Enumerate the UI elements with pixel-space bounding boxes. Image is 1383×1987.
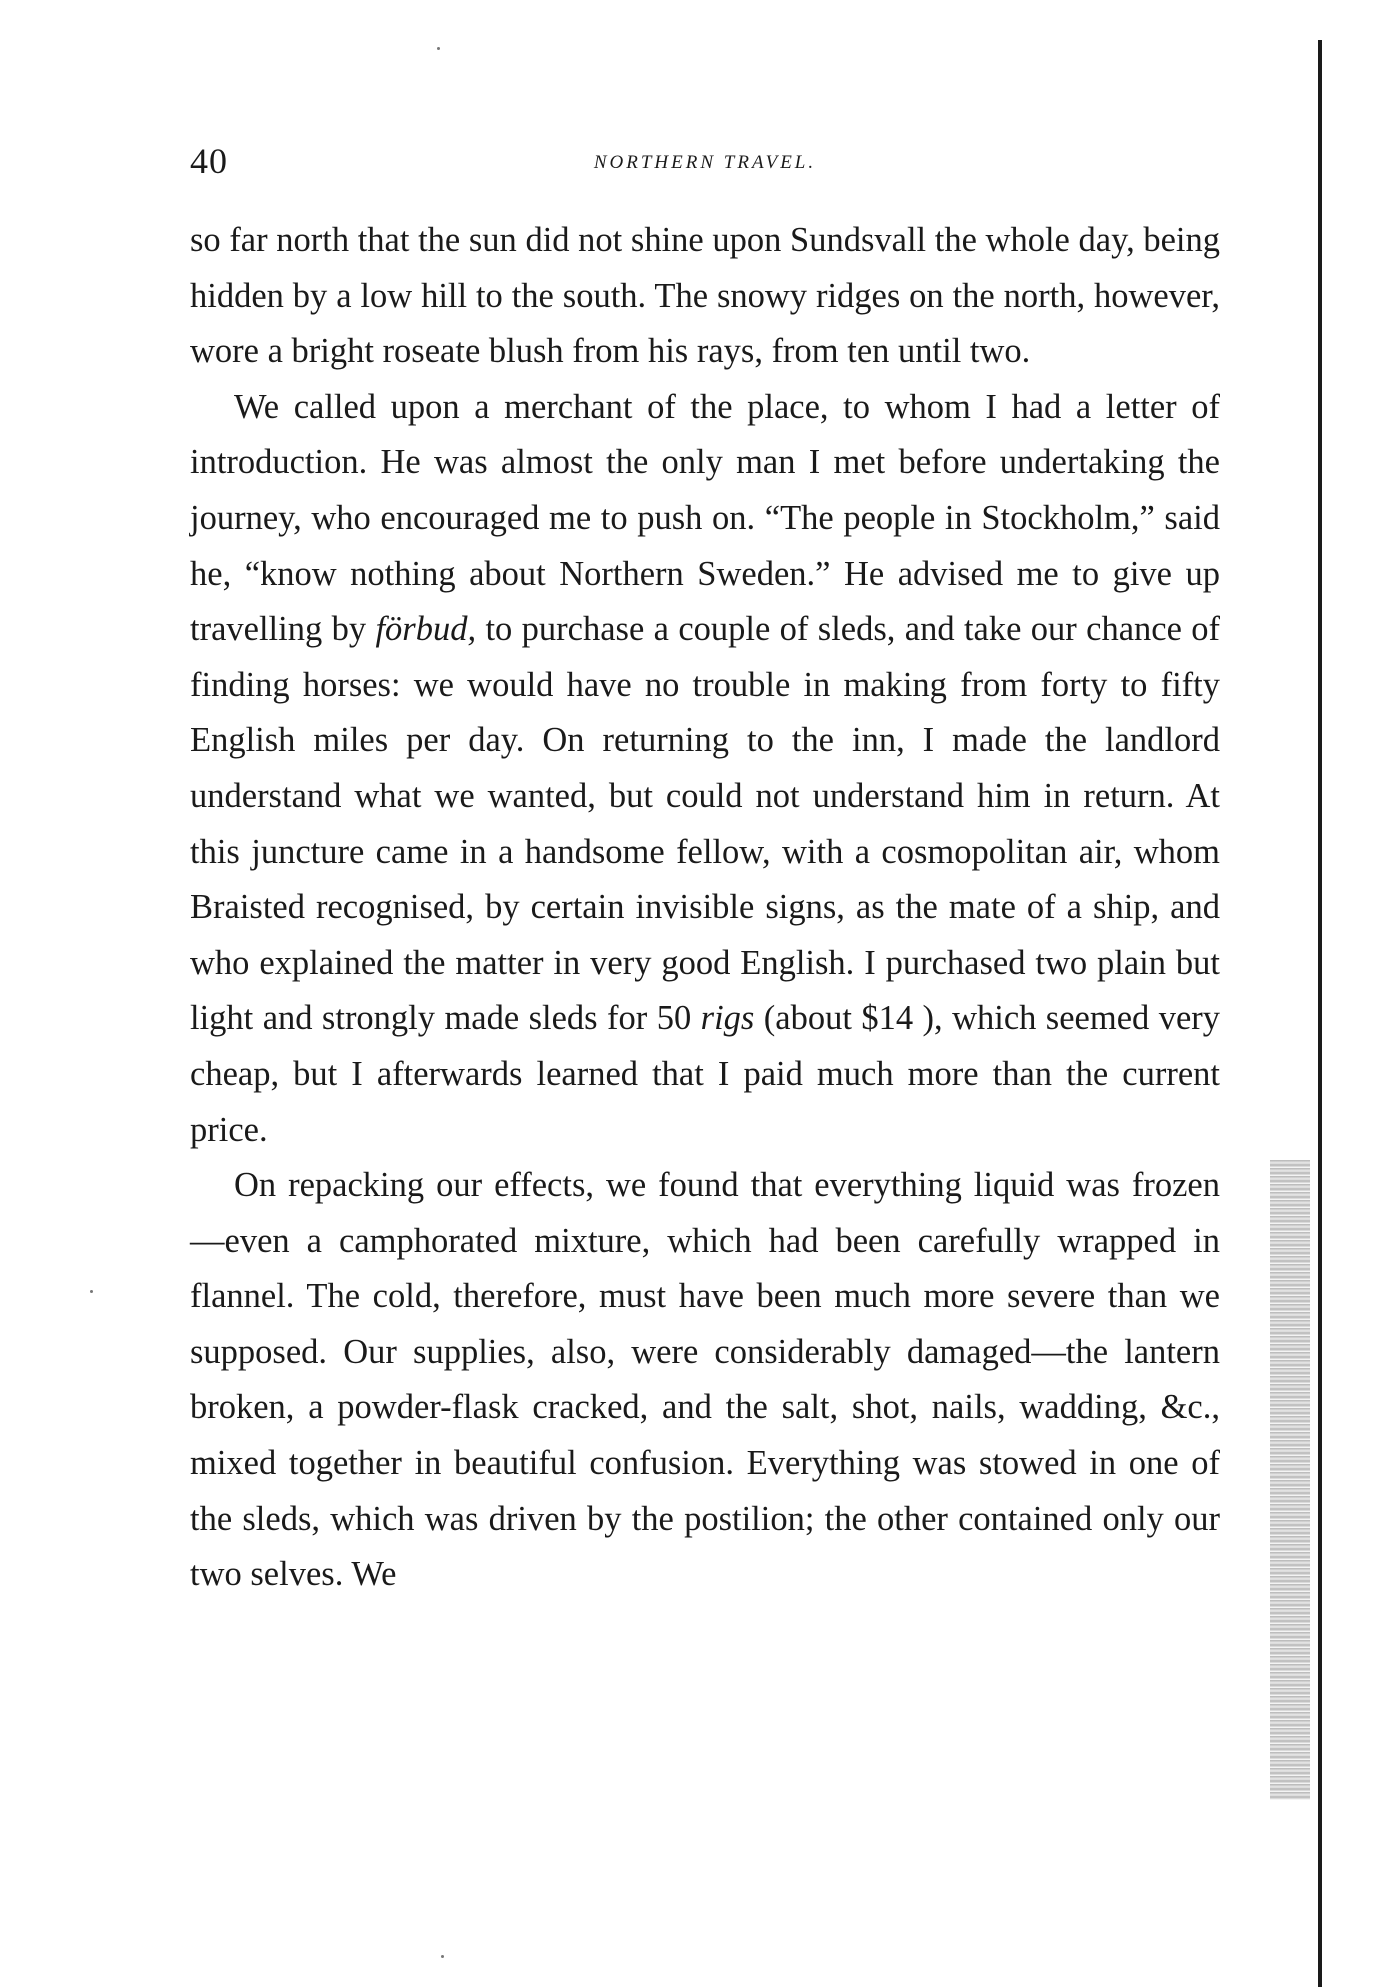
page-edge-rule	[1318, 40, 1322, 1987]
speck	[90, 1290, 93, 1293]
paragraph-3	[190, 1158, 1220, 1603]
paragraph-2-mid: to purchase a couple of sleds, and take our chance of finding horses: we would have no trouble in making from forty to fifty English miles per day. On returning to the inn, I made the landlord understand what we wanted, but could not understand him in return. At this juncture came in a handsome fellow, with a cosmopolitan air, whom Braisted recognised, by certain invisible signs, as the mate of a ship, and who explained the matter in very good English. I purchased two plain but light and strongly made sleds for 50	[190, 610, 1220, 1038]
italic-forbud: förbud,	[375, 610, 477, 649]
speck	[441, 1955, 444, 1958]
paragraph-1	[190, 213, 1220, 380]
page-edge-shadow	[1270, 1160, 1310, 1800]
paragraph-2-lead: We called upon a merchant of the place, to whom I had a letter of introduction. He was almost the only man I met before undertaking the journey, who encouraged me to push on. “The people in Stockholm,” said he, “know nothing about Northern Sweden.” He advised me to give up travelling by	[190, 387, 1220, 649]
paragraph-2-tail: (about $14 ), which seemed very cheap, but I afterwards learned that I paid much more than the current price.	[190, 999, 1220, 1149]
paragraph-3-text: On repacking our effects, we found that everything liquid was frozen—even a camphorated mixture, which had been carefully wrapped in flannel. The cold, therefore, must have been much more severe than we supposed. Our supplies, also, were considerably damaged—the lantern broken, a powder-flask cracked, and the salt, shot, nails, wadding, &c., mixed together in beautiful confusion. Everything was stowed in one of the sleds, which was driven by the postilion; the other contained only our two selves. We	[190, 1166, 1220, 1594]
page-header	[190, 140, 1220, 190]
body-text	[190, 213, 1220, 1603]
paragraph-1-text: so far north that the sun did not shine upon Sundsvall the whole day, being hidden by a low hill to the south. The snowy ridges on the north, however, wore a bright roseate blush from his rays, from ten until two.	[190, 221, 1220, 371]
italic-rigs: rigs	[700, 999, 755, 1038]
running-head: NORTHERN TRAVEL.	[593, 152, 817, 173]
page-number: 40	[190, 141, 228, 181]
speck	[437, 47, 440, 50]
paragraph-2	[190, 380, 1220, 1158]
